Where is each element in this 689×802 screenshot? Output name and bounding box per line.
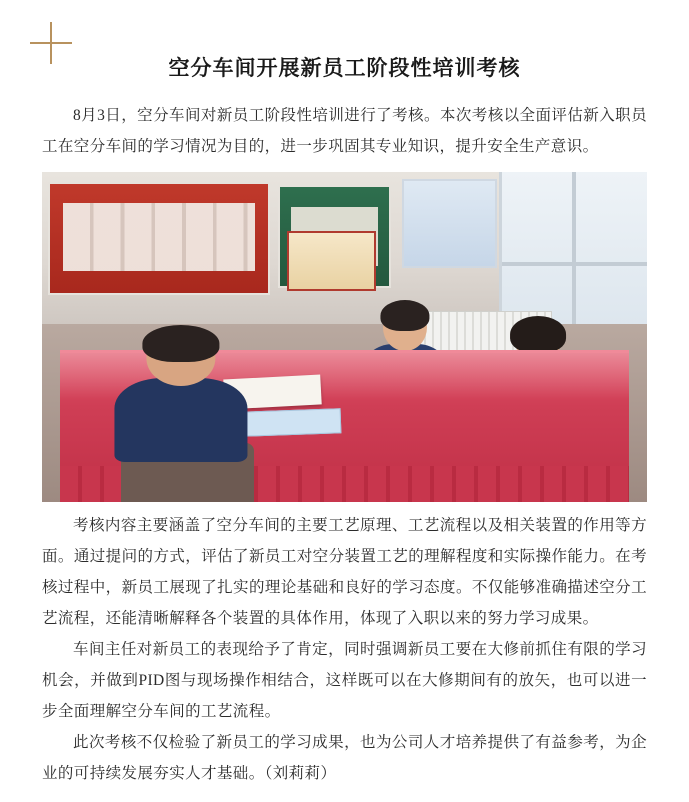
photo-window-mullion-horizontal xyxy=(502,262,647,266)
photo-bulletin-board-right xyxy=(402,179,497,269)
paragraph-intro: 8月3日，空分车间对新员工阶段性培训进行了考核。本次考核以全面评估新入职员工在空分车间的学习情况为目的，进一步巩固其专业知识，提升安全生产意识。 xyxy=(42,107,647,155)
photo-person-hair xyxy=(380,300,429,331)
photo-certificate-plaque xyxy=(287,231,376,291)
photo-window xyxy=(499,172,647,327)
photo-bulletin-board-left xyxy=(48,182,270,295)
article-photo xyxy=(42,172,647,502)
corner-mark-vertical-line xyxy=(50,22,52,64)
photo-person-hair xyxy=(510,316,566,353)
photo-person-hair xyxy=(143,325,220,362)
photo-person-body xyxy=(115,378,248,462)
photo-person-seated-left xyxy=(115,330,248,462)
paragraph-exam-content: 考核内容主要涵盖了空分车间的主要工艺原理、工艺流程以及相关装置的作用等方面。通过提问的方式，评估了新员工对空分装置工艺的理解程度和实际操作能力。在考核过程中，新员工展现了扎实的理论基础和良好的学习态度。不仅能够准确描述空分工艺流程，还能清晰解释各个装置的具体作用，体现了入职以来的努力学习成果。 xyxy=(42,517,647,627)
page-title: 空分车间开展新员工阶段性培训考核 xyxy=(168,57,521,80)
photo-scene xyxy=(42,172,647,502)
corner-cross-mark-icon xyxy=(30,22,72,64)
photo-window-mullion-vertical xyxy=(572,172,576,327)
photo-booklet xyxy=(241,408,341,437)
paragraph-conclusion: 此次考核不仅检验了新员工的学习成果，也为公司人才培养提供了有益参考，为企业的可持续发展夯实人才基础。（刘莉莉） xyxy=(42,734,647,782)
paragraph-director-comment: 车间主任对新员工的表现给予了肯定，同时强调新员工要在大修前抓住有限的学习机会，并做到PID图与现场操作相结合，这样既可以在大修期间有的放矢，也可以进一步全面理解空分车间的工艺流程。 xyxy=(42,641,647,720)
